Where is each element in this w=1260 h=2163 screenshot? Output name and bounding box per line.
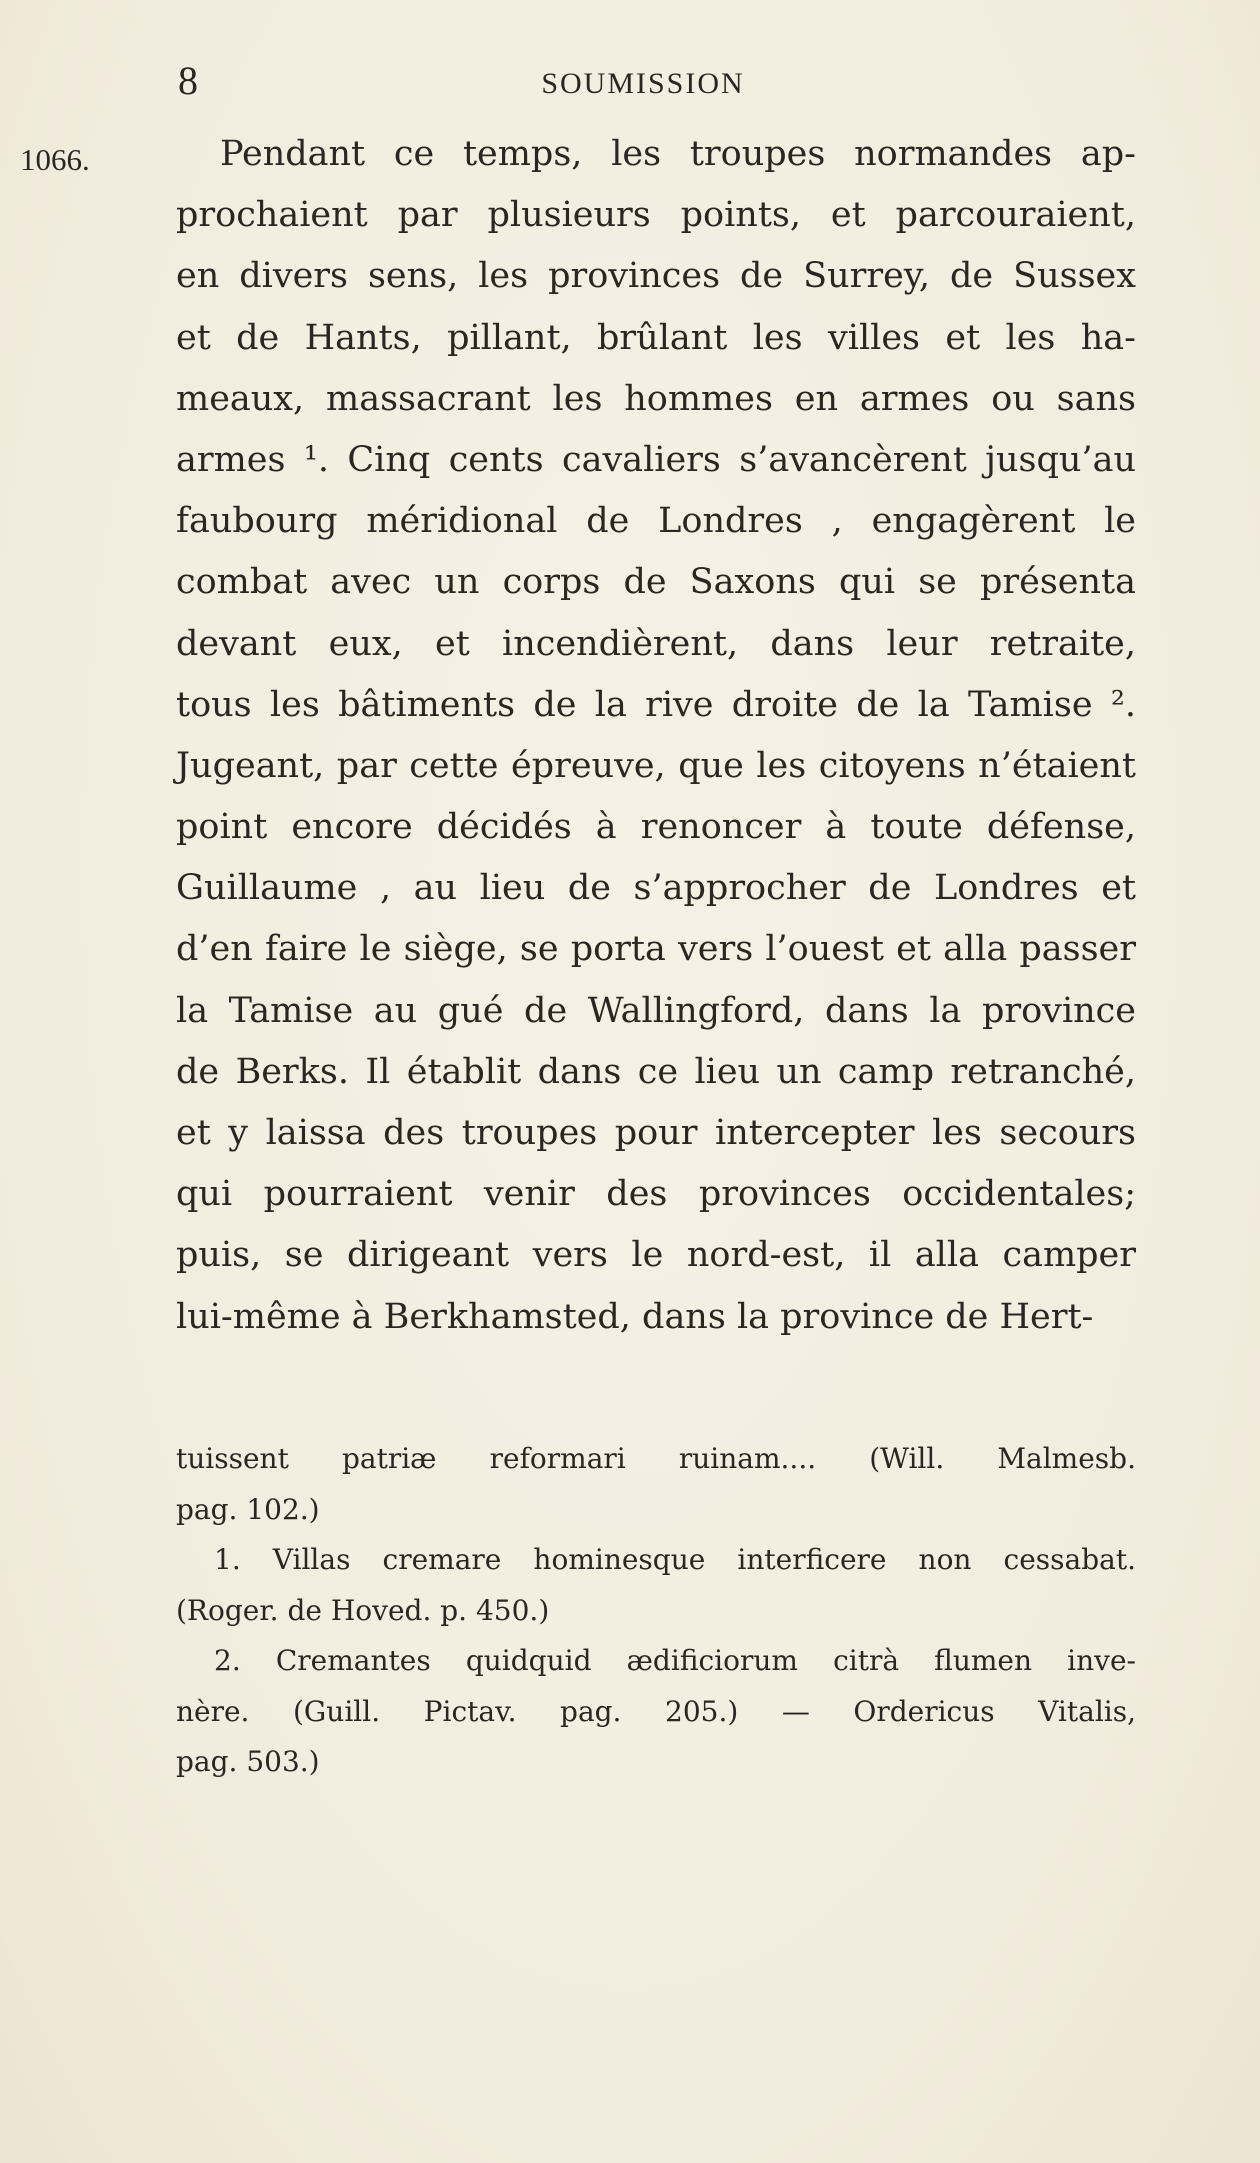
text-line: la Tamise au gué de Wallingford, dans la province <box>176 990 1136 1031</box>
footnote-2: 2. Cremantes quidquid ædificiorum citrà flumen inve- <box>214 1644 1136 1677</box>
text-line: lui-même à Berkhamsted, dans la province de Hert- <box>176 1296 1094 1337</box>
footnote-line: tuissent patriæ reformari ruinam.... (Will. Malmesb. <box>176 1442 1136 1475</box>
text-line: devant eux, et incendièrent, dans leur retraite, <box>176 623 1136 664</box>
footnote-line: (Roger. de Hoved. p. 450.) <box>176 1593 550 1627</box>
text-line: combat avec un corps de Saxons qui se présenta <box>176 562 1136 603</box>
text-line: Jugeant, par cette épreuve, que les citoyens n’étaient <box>176 745 1136 786</box>
text-line: Pendant ce temps, les troupes normandes ap- <box>220 134 1136 174</box>
footnote-line: pag. 503.) <box>176 1745 320 1778</box>
text-line: et de Hants, pillant, brûlant les villes et les ha- <box>176 317 1136 358</box>
footnote-line: pag. 102.) <box>176 1492 320 1526</box>
running-title: SOUMISSION <box>541 67 745 100</box>
text-line: prochaient par plusieurs points, et parcouraient, <box>176 195 1136 236</box>
text-line: qui pourraient venir des provinces occidentales; <box>176 1174 1136 1215</box>
footnote-line: nère. (Guill. Pictav. pag. 205.) — Ordericus Vitalis, <box>176 1694 1136 1728</box>
margin-year: 1066. <box>20 142 90 177</box>
text-line: Guillaume , au lieu de s’approcher de Londres et <box>176 868 1136 909</box>
text-line: armes ¹. Cinq cents cavaliers s’avancèrent jusqu’au <box>176 439 1136 480</box>
text-line: tous les bâtiments de la rive droite de la Tamise ². <box>176 684 1136 725</box>
page-number: 8 <box>178 58 198 103</box>
footnotes <box>176 1434 1136 1788</box>
text-line: en divers sens, les provinces de Surrey, de Sussex <box>176 256 1136 297</box>
text-line: faubourg méridional de Londres , engagèrent le <box>176 501 1136 542</box>
text-line: d’en faire le siège, se porta vers l’ouest et alla passer <box>176 929 1136 970</box>
body-text <box>176 124 1136 1348</box>
text-line: meaux, massacrant les hommes en armes ou sans <box>176 378 1136 419</box>
text-line: de Berks. Il établit dans ce lieu un camp retranché, <box>176 1051 1136 1092</box>
page-header <box>178 56 1108 106</box>
footnote-1: 1. Villas cremare hominesque interficere non cessabat. <box>214 1543 1136 1576</box>
text-line: et y laissa des troupes pour intercepter les secours <box>176 1113 1136 1153</box>
text-line: puis, se dirigeant vers le nord-est, il alla camper <box>176 1235 1136 1276</box>
text-line: point encore décidés à renoncer à toute défense, <box>176 807 1136 848</box>
